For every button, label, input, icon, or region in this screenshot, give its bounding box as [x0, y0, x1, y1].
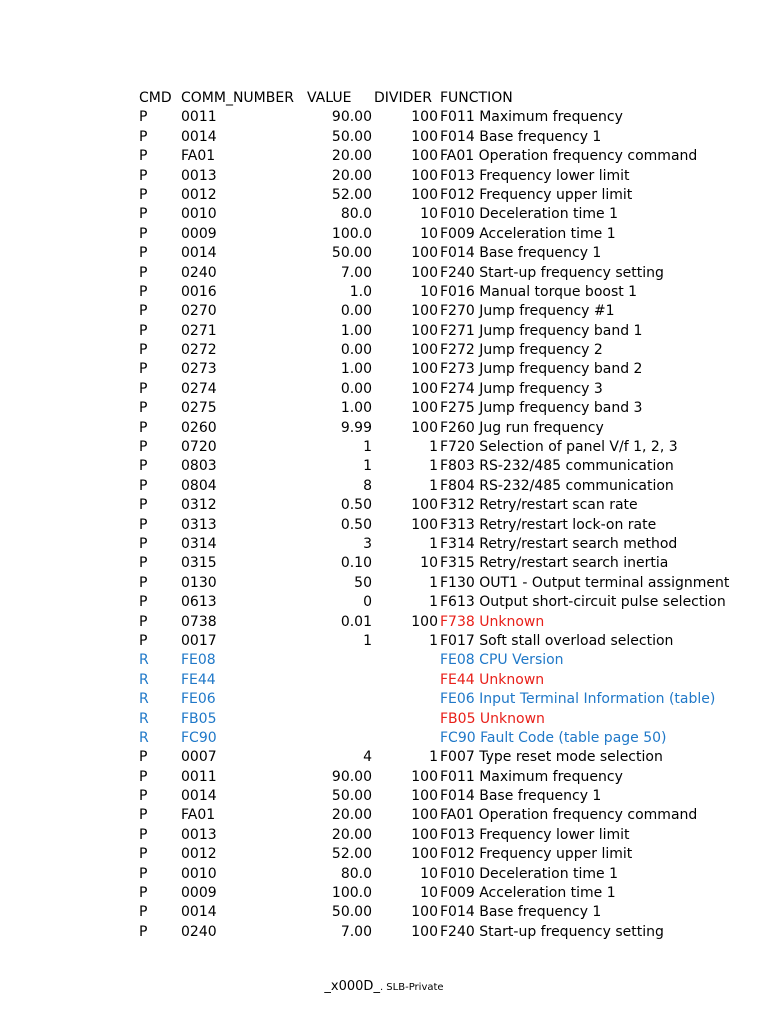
cell-divider: 100: [411, 245, 438, 262]
cell-value: 8: [363, 477, 372, 494]
cell-value: 0.50: [340, 497, 372, 514]
table-row: [0, 826, 768, 845]
cell-function: F240 Start-up frequency setting: [440, 923, 664, 940]
cell-cmd: P: [139, 186, 148, 203]
cell-function: F012 Frequency upper limit: [440, 846, 633, 863]
cell-divider: 10: [420, 225, 438, 242]
cell-function: F313 Retry/restart lock-on rate: [440, 516, 657, 533]
cell-function: F273 Jump frequency band 2: [440, 361, 643, 378]
cell-function: FE08 CPU Version: [440, 652, 564, 669]
cell-divider: 10: [420, 283, 438, 300]
cell-divider: 100: [411, 361, 438, 378]
cell-function: F013 Frequency lower limit: [440, 167, 630, 184]
cell-comm-number: 0313: [181, 516, 217, 533]
cell-cmd: P: [139, 632, 148, 649]
cell-cmd: P: [139, 225, 148, 242]
cell-divider: 100: [411, 186, 438, 203]
table-row: [0, 302, 768, 321]
cell-divider: 100: [411, 516, 438, 533]
cell-cmd: P: [139, 516, 148, 533]
cell-comm-number: 0016: [181, 283, 217, 300]
table-row: [0, 903, 768, 922]
cell-comm-number: 0272: [181, 342, 217, 359]
cell-cmd: P: [139, 865, 148, 882]
cell-cmd: P: [139, 303, 148, 320]
cell-function: F803 RS-232/485 communication: [440, 458, 674, 475]
table-row: [0, 341, 768, 360]
cell-function: F010 Deceleration time 1: [440, 865, 619, 882]
cell-cmd: P: [139, 361, 148, 378]
cell-cmd: P: [139, 807, 148, 824]
table-row: [0, 865, 768, 884]
cell-value: 0.10: [340, 555, 372, 572]
table-row: [0, 671, 768, 690]
table-row: [0, 574, 768, 593]
cell-value: 1.00: [340, 322, 372, 339]
cell-comm-number: 0738: [181, 613, 217, 630]
cell-comm-number: 0314: [181, 535, 217, 552]
cell-comm-number: 0012: [181, 846, 217, 863]
header-cmd: CMD: [139, 90, 172, 106]
cell-function: F014 Base frequency 1: [440, 788, 602, 805]
cell-value: 1.00: [340, 400, 372, 417]
cell-divider: 100: [411, 497, 438, 514]
cell-function: FE44 Unknown: [440, 671, 545, 688]
cell-cmd: P: [139, 342, 148, 359]
cell-value: 0.50: [340, 516, 372, 533]
cell-divider: 100: [411, 303, 438, 320]
cell-function: F738 Unknown: [440, 613, 545, 630]
table-row: [0, 419, 768, 438]
cell-function: FA01 Operation frequency command: [440, 148, 698, 165]
cell-comm-number: 0240: [181, 923, 217, 940]
cell-value: 50: [354, 574, 372, 591]
cell-divider: 100: [411, 322, 438, 339]
cell-comm-number: FC90: [181, 729, 217, 746]
cell-value: 20.00: [331, 826, 372, 843]
cell-cmd: P: [139, 613, 148, 630]
cell-value: 50.00: [331, 245, 372, 262]
cell-cmd: R: [139, 671, 149, 688]
cell-divider: 100: [411, 904, 438, 921]
cell-function: F010 Deceleration time 1: [440, 206, 619, 223]
cell-function: F017 Soft stall overload selection: [440, 632, 674, 649]
cell-cmd: P: [139, 904, 148, 921]
cell-cmd: P: [139, 535, 148, 552]
cell-divider: 100: [411, 109, 438, 126]
header-divider: DIVIDER: [374, 90, 432, 106]
cell-divider: 1: [429, 594, 438, 611]
cell-comm-number: 0013: [181, 826, 217, 843]
cell-cmd: P: [139, 128, 148, 145]
cell-cmd: P: [139, 497, 148, 514]
cell-function: F130 OUT1 - Output terminal assignment: [440, 574, 730, 591]
table-row: [0, 787, 768, 806]
cell-value: 90.00: [331, 768, 372, 785]
cell-function: F240 Start-up frequency setting: [440, 264, 664, 281]
cell-value: 20.00: [331, 167, 372, 184]
cell-value: 50.00: [331, 904, 372, 921]
table-row: [0, 225, 768, 244]
cell-cmd: R: [139, 729, 149, 746]
cell-divider: 100: [411, 128, 438, 145]
table-row: [0, 729, 768, 748]
table-row: [0, 322, 768, 341]
cell-cmd: P: [139, 826, 148, 843]
cell-function: F013 Frequency lower limit: [440, 826, 630, 843]
cell-comm-number: 0014: [181, 904, 217, 921]
cell-function: F009 Acceleration time 1: [440, 225, 616, 242]
cell-divider: 100: [411, 167, 438, 184]
table-row: [0, 186, 768, 205]
cell-comm-number: 0274: [181, 380, 217, 397]
cell-divider: 10: [420, 865, 438, 882]
header-comm-number: COMM_NUMBER: [181, 90, 294, 106]
cell-value: 1.0: [349, 283, 372, 300]
cell-function: F009 Acceleration time 1: [440, 885, 616, 902]
cell-cmd: P: [139, 768, 148, 785]
cell-cmd: P: [139, 400, 148, 417]
cell-value: 0.00: [340, 342, 372, 359]
cell-function: F315 Retry/restart search inertia: [440, 555, 669, 572]
cell-cmd: R: [139, 691, 149, 708]
table-row: [0, 613, 768, 632]
cell-function: FB05 Unknown: [440, 710, 545, 727]
cell-comm-number: 0240: [181, 264, 217, 281]
cell-value: 4: [363, 749, 372, 766]
cell-comm-number: 0011: [181, 109, 217, 126]
table-row: [0, 535, 768, 554]
cell-value: 52.00: [331, 186, 372, 203]
cell-value: 0.00: [340, 303, 372, 320]
cell-divider: 100: [411, 342, 438, 359]
footer-text: _x000D_: [324, 979, 380, 994]
cell-function: F804 RS-232/485 communication: [440, 477, 674, 494]
table-row: [0, 205, 768, 224]
cell-divider: 1: [429, 632, 438, 649]
cell-divider: 10: [420, 555, 438, 572]
cell-cmd: P: [139, 245, 148, 262]
cell-comm-number: 0315: [181, 555, 217, 572]
cell-value: 1.00: [340, 361, 372, 378]
cell-comm-number: 0720: [181, 439, 217, 456]
cell-cmd: P: [139, 380, 148, 397]
header-row: [0, 89, 768, 108]
cell-value: 80.0: [340, 865, 372, 882]
cell-function: F274 Jump frequency 3: [440, 380, 603, 397]
cell-cmd: P: [139, 846, 148, 863]
cell-function: FA01 Operation frequency command: [440, 807, 698, 824]
cell-divider: 1: [429, 535, 438, 552]
cell-divider: 100: [411, 400, 438, 417]
cell-divider: 100: [411, 846, 438, 863]
table-row: [0, 147, 768, 166]
cell-divider: 100: [411, 768, 438, 785]
cell-comm-number: 0013: [181, 167, 217, 184]
table-row: [0, 399, 768, 418]
cell-comm-number: 0014: [181, 788, 217, 805]
table-body: [0, 108, 768, 942]
cell-function: F272 Jump frequency 2: [440, 342, 603, 359]
cell-divider: 1: [429, 439, 438, 456]
cell-function: F275 Jump frequency band 3: [440, 400, 643, 417]
table-row: [0, 516, 768, 535]
cell-comm-number: FA01: [181, 148, 216, 165]
cell-comm-number: FE08: [181, 652, 216, 669]
header-function: FUNCTION: [440, 90, 513, 106]
table-row: [0, 108, 768, 127]
header-value: VALUE: [307, 90, 352, 106]
cell-comm-number: FB05: [181, 710, 217, 727]
cell-divider: 10: [420, 885, 438, 902]
table-row: [0, 593, 768, 612]
footer: [0, 978, 768, 994]
cell-cmd: P: [139, 458, 148, 475]
cell-cmd: R: [139, 710, 149, 727]
cell-cmd: P: [139, 749, 148, 766]
table-row: [0, 768, 768, 787]
table-row: [0, 806, 768, 825]
table-row: [0, 244, 768, 263]
cell-comm-number: 0804: [181, 477, 217, 494]
table-row: [0, 845, 768, 864]
cell-value: 0: [363, 594, 372, 611]
cell-cmd: P: [139, 264, 148, 281]
cell-value: 100.0: [331, 885, 372, 902]
cell-cmd: P: [139, 167, 148, 184]
cell-function: F014 Base frequency 1: [440, 128, 602, 145]
cell-comm-number: 0260: [181, 419, 217, 436]
cell-value: 20.00: [331, 148, 372, 165]
cell-divider: 100: [411, 923, 438, 940]
cell-divider: 100: [411, 264, 438, 281]
cell-comm-number: 0270: [181, 303, 217, 320]
cell-comm-number: FE06: [181, 691, 216, 708]
cell-divider: 1: [429, 458, 438, 475]
cell-divider: 10: [420, 206, 438, 223]
cell-function: F007 Type reset mode selection: [440, 749, 663, 766]
cell-cmd: P: [139, 477, 148, 494]
cell-cmd: P: [139, 788, 148, 805]
cell-cmd: P: [139, 885, 148, 902]
table-row: [0, 884, 768, 903]
cell-function: F012 Frequency upper limit: [440, 186, 633, 203]
cell-value: 1: [363, 632, 372, 649]
table-row: [0, 380, 768, 399]
cell-value: 100.0: [331, 225, 372, 242]
cell-comm-number: 0312: [181, 497, 217, 514]
table-row: [0, 554, 768, 573]
cell-cmd: P: [139, 322, 148, 339]
cell-divider: 100: [411, 826, 438, 843]
table-row: [0, 923, 768, 942]
cell-value: 50.00: [331, 788, 372, 805]
cell-function: FC90 Fault Code (table page 50): [440, 729, 667, 746]
cell-value: 0.00: [340, 380, 372, 397]
table-row: [0, 457, 768, 476]
table-row: [0, 283, 768, 302]
cell-value: 0.01: [340, 613, 372, 630]
cell-value: 50.00: [331, 128, 372, 145]
cell-cmd: P: [139, 574, 148, 591]
cell-function: F016 Manual torque boost 1: [440, 283, 638, 300]
cell-comm-number: 0014: [181, 128, 217, 145]
cell-cmd: R: [139, 652, 149, 669]
cell-value: 1: [363, 439, 372, 456]
cell-comm-number: 0014: [181, 245, 217, 262]
cell-cmd: P: [139, 594, 148, 611]
table-row: [0, 496, 768, 515]
cell-function: F314 Retry/restart search method: [440, 535, 678, 552]
cell-value: 1: [363, 458, 372, 475]
cell-divider: 100: [411, 807, 438, 824]
cell-divider: 1: [429, 574, 438, 591]
cell-comm-number: 0017: [181, 632, 217, 649]
cell-function: F312 Retry/restart scan rate: [440, 497, 638, 514]
cell-comm-number: 0012: [181, 186, 217, 203]
cell-value: 3: [363, 535, 372, 552]
spreadsheet-table: [0, 89, 768, 942]
cell-cmd: P: [139, 283, 148, 300]
cell-function: F014 Base frequency 1: [440, 904, 602, 921]
cell-divider: 1: [429, 477, 438, 494]
cell-function: F011 Maximum frequency: [440, 768, 623, 785]
cell-divider: 100: [411, 380, 438, 397]
cell-comm-number: 0130: [181, 574, 217, 591]
cell-function: F014 Base frequency 1: [440, 245, 602, 262]
cell-value: 9.99: [340, 419, 372, 436]
cell-function: F260 Jug run frequency: [440, 419, 604, 436]
cell-comm-number: 0613: [181, 594, 217, 611]
cell-comm-number: 0273: [181, 361, 217, 378]
cell-comm-number: 0803: [181, 458, 217, 475]
table-row: [0, 632, 768, 651]
cell-divider: 100: [411, 148, 438, 165]
cell-cmd: P: [139, 439, 148, 456]
table-row: [0, 651, 768, 670]
cell-comm-number: 0009: [181, 885, 217, 902]
table-row: [0, 477, 768, 496]
cell-value: 7.00: [340, 264, 372, 281]
table-row: [0, 748, 768, 767]
footer-classification: . SLB-Private: [379, 982, 444, 993]
table-row: [0, 360, 768, 379]
cell-divider: 100: [411, 788, 438, 805]
cell-value: 7.00: [340, 923, 372, 940]
cell-comm-number: 0007: [181, 749, 217, 766]
cell-comm-number: 0271: [181, 322, 217, 339]
table-row: [0, 710, 768, 729]
cell-function: F271 Jump frequency band 1: [440, 322, 643, 339]
cell-comm-number: FE44: [181, 671, 216, 688]
cell-cmd: P: [139, 148, 148, 165]
cell-comm-number: 0010: [181, 865, 217, 882]
table-row: [0, 438, 768, 457]
cell-cmd: P: [139, 206, 148, 223]
cell-value: 90.00: [331, 109, 372, 126]
table-row: [0, 264, 768, 283]
table-row: [0, 690, 768, 709]
cell-value: 20.00: [331, 807, 372, 824]
cell-value: 80.0: [340, 206, 372, 223]
cell-comm-number: 0275: [181, 400, 217, 417]
cell-comm-number: FA01: [181, 807, 216, 824]
cell-comm-number: 0011: [181, 768, 217, 785]
cell-divider: 1: [429, 749, 438, 766]
table-row: [0, 167, 768, 186]
cell-value: 52.00: [331, 846, 372, 863]
cell-cmd: P: [139, 109, 148, 126]
cell-function: F011 Maximum frequency: [440, 109, 623, 126]
cell-function: F720 Selection of panel V/f 1, 2, 3: [440, 439, 678, 456]
cell-function: F613 Output short-circuit pulse selection: [440, 594, 726, 611]
table-row: [0, 128, 768, 147]
cell-divider: 100: [411, 613, 438, 630]
cell-cmd: P: [139, 923, 148, 940]
cell-function: F270 Jump frequency #1: [440, 303, 615, 320]
cell-divider: 100: [411, 419, 438, 436]
cell-function: FE06 Input Terminal Information (table): [440, 691, 716, 708]
cell-cmd: P: [139, 419, 148, 436]
cell-cmd: P: [139, 555, 148, 572]
cell-comm-number: 0010: [181, 206, 217, 223]
cell-comm-number: 0009: [181, 225, 217, 242]
